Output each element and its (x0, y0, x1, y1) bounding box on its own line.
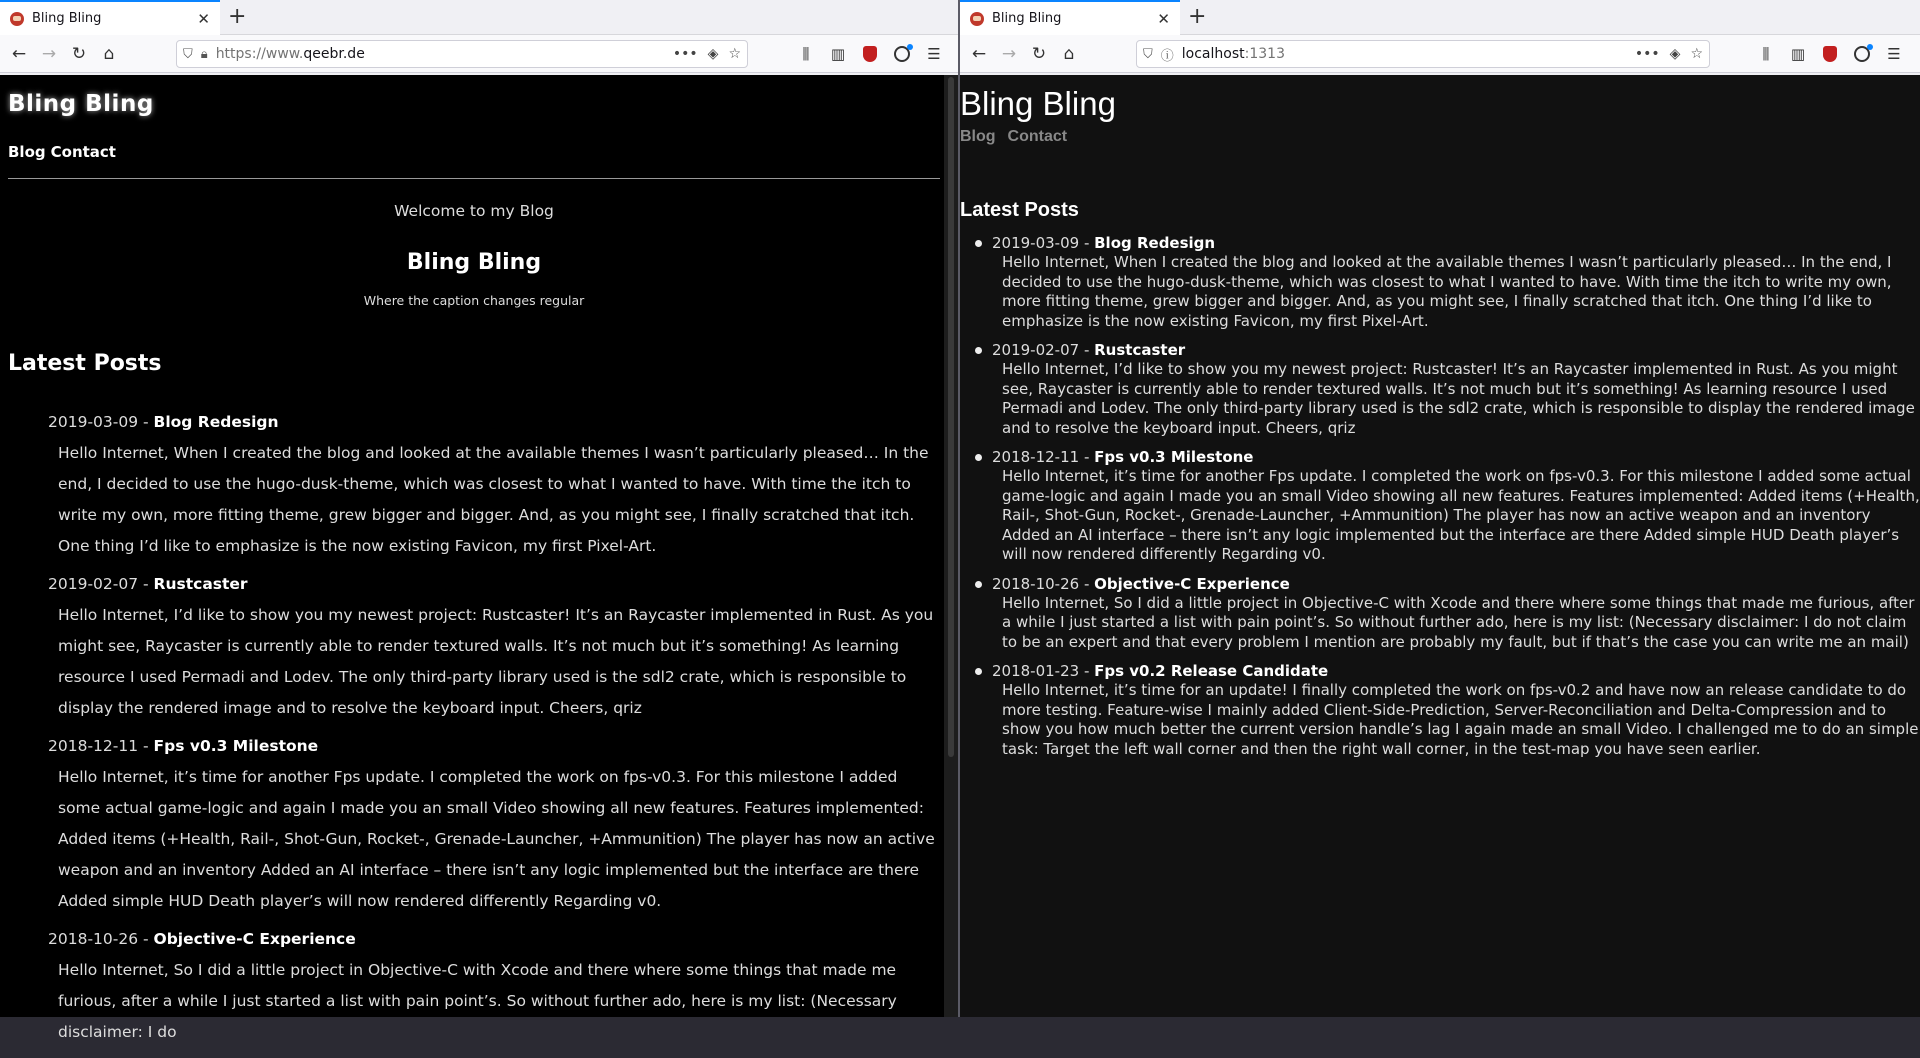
page-actions-icon[interactable]: ••• (672, 46, 698, 62)
post-title-link[interactable]: Fps v0.3 Milestone (1094, 448, 1254, 466)
library-icon[interactable]: ⫼ (802, 45, 810, 63)
post-list (48, 410, 943, 1058)
post-date: 2018-12-11 - (992, 448, 1095, 466)
post-list (960, 233, 1920, 768)
list-item (960, 574, 1920, 653)
forward-arrow-icon[interactable]: → (41, 43, 57, 64)
close-tab-icon[interactable]: ✕ (197, 9, 210, 28)
browser-window-right (960, 0, 1920, 1017)
list-item (48, 927, 943, 1048)
account-button[interactable] (1846, 39, 1878, 69)
welcome-text: Welcome to my Blog (394, 202, 554, 220)
bullet-icon (975, 347, 982, 354)
account-icon (894, 46, 910, 62)
list-item (960, 447, 1920, 565)
site-nav (960, 128, 1079, 146)
lock-icon[interactable]: 🔒︎ (200, 46, 208, 62)
post-date: 2019-02-07 - (992, 341, 1095, 359)
post-summary: Hello Internet, I’d like to show you my newest project: Rustcaster! It’s an Raycaster implemented in Rust. As you might see, Raycaster is currently able to render textured walls. It’s not much but it’s something! As learning resource I used Permadi and Lodev. The only third-party library used is the sdl2 crate, which is responsible to display the rendered image and to resolve the keyboard input. Cheers, qriz (1002, 360, 1915, 437)
library-icon[interactable]: ⫼ (1762, 45, 1770, 63)
post-summary: Hello Internet, So I did a little project in Objective-C with Xcode and there where some things that made me furious, after a while I just started a list with pain point’s. So without further ado, here is my list: (Necessary disclaimer: I do not claim to be an expert and that every problem I mention are probably my fault, but if that’s the case you can write me an mail) (1002, 593, 1915, 651)
list-item (48, 572, 943, 724)
bookmark-star-icon[interactable]: ☆ (728, 46, 741, 62)
bullet-icon (975, 240, 982, 247)
url-text[interactable]: localhost:1313 (1181, 46, 1285, 62)
nav-blog-link[interactable]: Blog (960, 128, 996, 145)
post-date: 2018-10-26 - (992, 574, 1095, 593)
hamburger-menu-icon[interactable]: ☰ (927, 45, 941, 63)
site-caption: Where the caption changes regular (363, 293, 585, 308)
hamburger-menu-icon[interactable]: ☰ (1887, 45, 1901, 63)
nav-contact-link[interactable]: Contact (50, 143, 116, 161)
back-arrow-icon[interactable]: ← (11, 43, 27, 64)
post-summary: Hello Internet, So I did a little project in Objective-C with Xcode and there where some things that made me furious, after a while I just started a list with pain point’s. So without further ado, here is my list: (Necessary disclaimer: I do (58, 961, 897, 1041)
latest-posts-heading: Latest Posts (960, 199, 1079, 221)
bullet-icon (975, 454, 982, 461)
sidebar-icon[interactable]: ▥ (1790, 45, 1806, 63)
post-title-link[interactable]: Rustcaster (1094, 341, 1186, 359)
url-bar[interactable] (176, 40, 748, 68)
post-title-link[interactable]: Rustcaster (153, 575, 248, 593)
post-date: 2019-03-09 - (992, 234, 1095, 252)
scrollbar[interactable] (944, 75, 958, 1017)
post-date: 2018-10-26 - (48, 930, 154, 948)
ublock-button[interactable] (1814, 39, 1846, 69)
bookmark-star-icon[interactable]: ☆ (1690, 46, 1703, 62)
list-item (48, 410, 943, 562)
page-content (960, 75, 1920, 1017)
nav-toolbar (0, 35, 958, 73)
tab-strip (960, 0, 1920, 35)
pocket-icon[interactable]: ◈ (707, 46, 719, 62)
latest-posts-heading: Latest Posts (8, 351, 162, 376)
site-title[interactable]: Bling Bling (960, 85, 1116, 122)
page-content (0, 75, 958, 1041)
scrollbar-thumb[interactable] (948, 77, 954, 757)
home-icon[interactable]: ⌂ (1063, 43, 1075, 64)
header-divider (8, 178, 940, 179)
post-title-link[interactable]: Objective-C Experience (153, 930, 356, 948)
ublock-shield-icon (1823, 46, 1837, 62)
account-icon (1854, 46, 1870, 62)
favicon-icon (970, 12, 984, 26)
site-heading: Bling Bling (406, 250, 542, 275)
url-bar[interactable] (1136, 40, 1710, 68)
post-summary: Hello Internet, it’s time for another Fps update. I completed the work on fps-v0.3. For this milestone I added some actual game-logic and again I made you an small Video showing all new features. Features implemented: Added items (+Health, Rail-, Shot-Gun, Rocket-, Grenade-Launcher, +Ammunition) The player has now an active weapon and an inventory Added an AI interface – there isn’t any logic implemented but the interface are there Added simple HUD Death player’s will now rendered differently Regarding v0. (1002, 467, 1920, 563)
toolbar-right (790, 39, 950, 69)
bullet-icon (975, 581, 982, 588)
site-nav (8, 143, 121, 161)
tab-active[interactable] (0, 0, 220, 35)
post-summary: Hello Internet, I’d like to show you my newest project: Rustcaster! It’s an Raycaster implemented in Rust. As you might see, Raycaster is currently able to render textured walls. It’s not much but it’s something! As learning resource I used Permadi and Lodev. The only third-party library used is the sdl2 crate, which is responsible to display the rendered image and to resolve the keyboard input. Cheers, qriz (58, 606, 934, 717)
list-item (960, 661, 1920, 759)
post-date: 2018-01-23 - (992, 662, 1095, 680)
ublock-button[interactable] (854, 39, 886, 69)
page-actions-icon[interactable]: ••• (1634, 46, 1660, 62)
tab-title: Bling Bling (992, 11, 1062, 26)
nav-blog-link[interactable]: Blog (8, 143, 46, 161)
post-summary: Hello Internet, When I created the blog and looked at the available themes I wasn’t particularly pleased… In the end, I decided to use the hugo-dusk-theme, which was closest to what I wanted to have. With time the itch to write my own, more fitting theme, grew bigger and bigger. And, as you might see, I finally scratched that itch. One thing I’d like to emphasize is the now existing Favicon, my first Pixel-Art. (1002, 253, 1892, 330)
nav-contact-link[interactable]: Contact (1007, 128, 1068, 145)
sidebar-icon[interactable]: ▥ (830, 45, 846, 63)
back-arrow-icon[interactable]: ← (971, 43, 987, 64)
bullet-icon (975, 668, 982, 675)
post-summary: Hello Internet, it’s time for an update! I finally completed the work on fps-v0.2 and have now an release candidate to do more testing. Feature-wise I mainly added Client-Side-Prediction, Server-Reconciliation and Delta-Compression and to show you how much better the current version handle’s lag I again made an small Video. I challenged me to do an simple task: Target the left wall corner and then the right wall corner, in the test-map you have seen earlier. (1002, 681, 1919, 758)
tracking-shield-icon[interactable]: ⛉ (1143, 46, 1153, 62)
home-icon[interactable]: ⌂ (103, 43, 115, 64)
ublock-shield-icon (863, 46, 877, 62)
new-tab-button[interactable]: + (1188, 4, 1207, 29)
reload-icon[interactable]: ↻ (1031, 43, 1047, 64)
tab-strip (0, 0, 958, 35)
list-item (48, 734, 943, 917)
favicon-icon (10, 12, 24, 26)
list-item (960, 340, 1920, 438)
reload-icon[interactable]: ↻ (71, 43, 87, 64)
new-tab-button[interactable]: + (228, 4, 247, 29)
post-date: 2019-02-07 - (48, 575, 154, 593)
toolbar-right (1750, 39, 1910, 69)
list-item (960, 233, 1920, 331)
post-title-link[interactable]: Fps v0.2 Release Candidate (1094, 662, 1329, 680)
site-title[interactable]: Bling Bling (8, 91, 154, 117)
post-summary: Hello Internet, When I created the blog and looked at the available themes I wasn’t particularly pleased… In the end, I decided to use the hugo-dusk-theme, which was closest to what I wanted to have. With time the itch to write my own, more fitting theme, grew bigger and bigger. And, as you might see, I finally scratched that itch. One thing I’d like to emphasize is the now existing Favicon, my first Pixel-Art. (58, 444, 929, 555)
nav-toolbar (960, 35, 1920, 73)
post-summary: Hello Internet, it’s time for another Fps update. I completed the work on fps-v0.3. For this milestone I added some actual game-logic and again I made you an small Video showing all new features. Features implemented: Added items (+Health, Rail-, Shot-Gun, Rocket-, Grenade-Launcher, +Ammunition) The player has now an active weapon and an inventory Added an AI interface – there isn’t any logic implemented but the interface are there Added simple HUD Death player’s will now rendered differently Regarding v0. (58, 768, 935, 910)
tracking-shield-icon[interactable]: ⛉ (183, 46, 193, 62)
account-button[interactable] (886, 39, 918, 69)
tab-active[interactable] (960, 0, 1180, 35)
browser-window-left (0, 0, 958, 1041)
post-title-link[interactable]: Blog Redesign (153, 413, 279, 431)
post-title-link[interactable]: Fps v0.3 Milestone (153, 737, 319, 755)
post-title-link[interactable]: Objective-C Experience (1094, 574, 1290, 593)
post-title-link[interactable]: Blog Redesign (1094, 234, 1216, 252)
pocket-icon[interactable]: ◈ (1669, 46, 1681, 62)
post-date: 2019-03-09 - (48, 413, 154, 431)
forward-arrow-icon[interactable]: → (1001, 43, 1017, 64)
url-text[interactable]: https://www.qeebr.de (215, 46, 365, 62)
post-date: 2018-12-11 - (48, 737, 154, 755)
info-icon[interactable]: ⓘ (1160, 48, 1174, 64)
tab-title: Bling Bling (32, 11, 102, 26)
close-tab-icon[interactable]: ✕ (1157, 9, 1170, 28)
